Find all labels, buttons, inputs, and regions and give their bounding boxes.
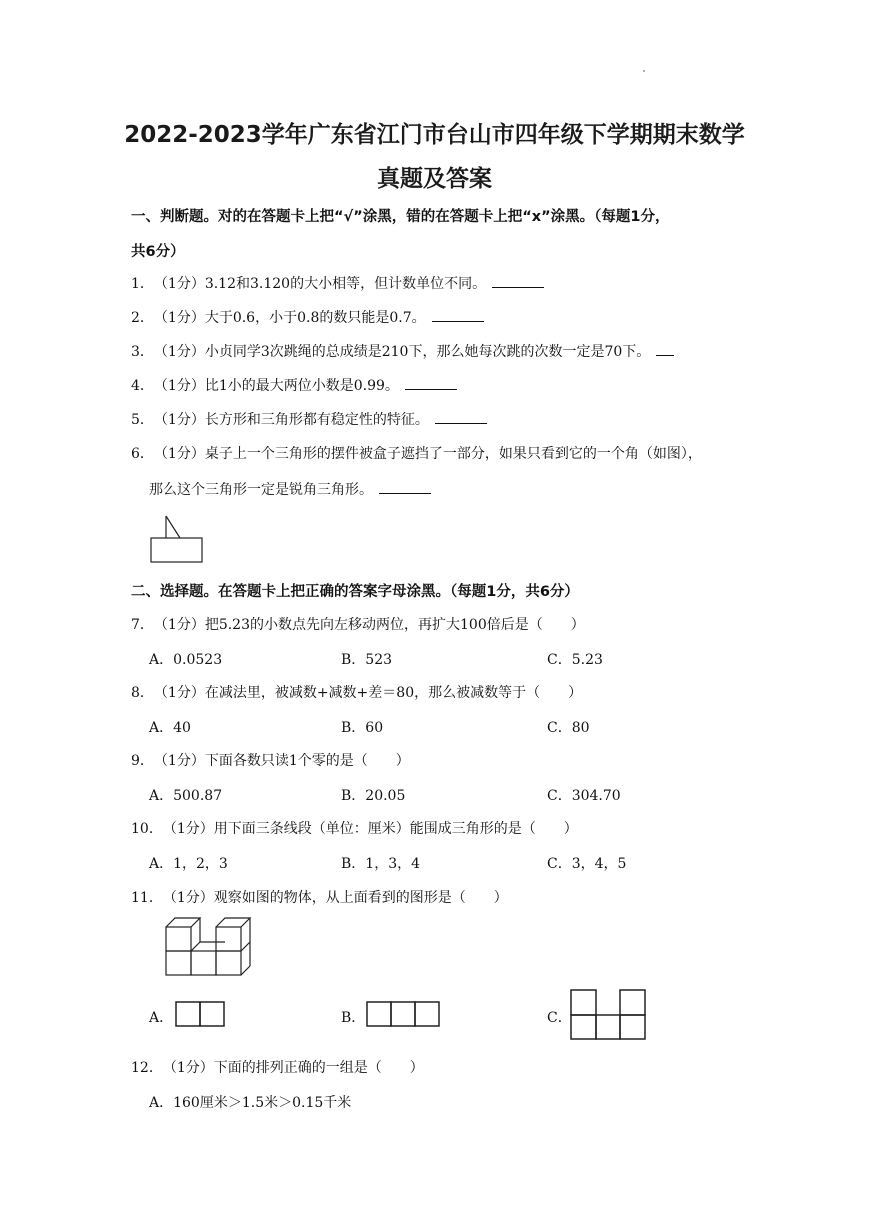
answer-blank[interactable] bbox=[435, 409, 487, 424]
option-a[interactable]: A．1，2，3 bbox=[149, 856, 228, 872]
question-number: 2． bbox=[131, 310, 154, 326]
section1-heading-line1: 一、判断题。对的在答题卡上把“√”涂黑，错的在答题卡上把“x”涂黑。（每题1分， bbox=[131, 209, 670, 225]
option-c-shape[interactable] bbox=[570, 989, 648, 1041]
question-number: 4． bbox=[131, 378, 154, 394]
answer-blank[interactable] bbox=[432, 307, 484, 322]
question-number: 11． bbox=[131, 890, 163, 906]
question-number: 1． bbox=[131, 276, 154, 292]
question-7 bbox=[131, 614, 585, 634]
question-10 bbox=[131, 818, 578, 838]
question-number: 7． bbox=[131, 617, 154, 633]
option-b[interactable]: B．60 bbox=[341, 720, 384, 736]
section2-heading: 二、选择题。在答题卡上把正确的答案字母涂黑。（每题1分，共6分） bbox=[131, 584, 579, 600]
question-number: 3． bbox=[131, 344, 154, 360]
question-3 bbox=[131, 341, 674, 361]
option-c[interactable]: C． bbox=[547, 1010, 572, 1026]
question-number: 9． bbox=[131, 753, 154, 769]
question-number: 5． bbox=[131, 412, 154, 428]
question-text: （1分）小贞同学3次跳绳的总成绩是210下，那么她每次跳的次数一定是70下。 bbox=[153, 344, 651, 360]
question-6 bbox=[131, 443, 702, 463]
option-a[interactable]: A．160厘米＞1.5米＞0.15千米 bbox=[149, 1095, 352, 1111]
question-text: （1分）长方形和三角形都有稳定性的特征。 bbox=[153, 412, 429, 428]
question-5 bbox=[131, 409, 487, 429]
answer-blank[interactable] bbox=[405, 375, 457, 390]
question-8 bbox=[131, 682, 582, 702]
question-text: （1分）下面的排列正确的一组是（ ） bbox=[162, 1060, 424, 1076]
question-number: 10． bbox=[131, 821, 163, 837]
option-c[interactable]: C．80 bbox=[547, 720, 590, 736]
cube-stack-figure bbox=[165, 915, 253, 979]
question-text: （1分）桌子上一个三角形的摆件被盒子遮挡了一部分，如果只看到它的一个角（如图）， bbox=[153, 446, 702, 462]
option-b[interactable]: B．1，3，4 bbox=[341, 856, 421, 872]
answer-blank[interactable] bbox=[492, 273, 544, 288]
question-text: （1分）观察如图的物体，从上面看到的图形是（ ） bbox=[162, 890, 508, 906]
option-a-shape[interactable] bbox=[175, 1001, 227, 1029]
option-c[interactable]: C．5.23 bbox=[547, 652, 603, 668]
question-number: 8． bbox=[131, 685, 154, 701]
question-text: （1分）3.12和3.120的大小相等，但计数单位不同。 bbox=[153, 276, 487, 292]
option-a[interactable]: A．500.87 bbox=[149, 788, 223, 804]
question-text: （1分）用下面三条线段（单位：厘米）能围成三角形的是（ ） bbox=[162, 821, 578, 837]
option-b[interactable]: B．523 bbox=[341, 652, 393, 668]
question-text: （1分）在减法里，被减数+减数+差＝80，那么被减数等于（ ） bbox=[153, 685, 583, 701]
question-number: 6． bbox=[131, 446, 154, 462]
question-11 bbox=[131, 887, 508, 907]
page-title-line2: 真题及答案 bbox=[377, 166, 492, 192]
question-1 bbox=[131, 273, 544, 293]
page-title-line1: 2022-2023学年广东省江门市台山市四年级下学期期末数学 bbox=[124, 122, 745, 148]
question-text: （1分）大于0.6，小于0.8的数只能是0.7。 bbox=[153, 310, 426, 326]
option-c[interactable]: C．3，4，5 bbox=[547, 856, 627, 872]
question-text: 那么这个三角形一定是锐角三角形。 bbox=[149, 482, 373, 498]
question-number: 12． bbox=[131, 1060, 163, 1076]
question-text: （1分）下面各数只读1个零的是（ ） bbox=[153, 753, 410, 769]
option-b[interactable]: B． bbox=[341, 1010, 366, 1026]
question-12 bbox=[131, 1057, 424, 1077]
answer-blank[interactable] bbox=[379, 479, 431, 494]
triangle-box-figure bbox=[150, 514, 204, 564]
question-text: （1分）把5.23的小数点先向左移动两位，再扩大100倍后是（ ） bbox=[153, 617, 585, 633]
option-c[interactable]: C．304.70 bbox=[547, 788, 621, 804]
question-text: （1分）比1小的最大两位小数是0.99。 bbox=[153, 378, 399, 394]
answer-blank[interactable] bbox=[656, 341, 674, 356]
option-a[interactable]: A．0.0523 bbox=[149, 652, 223, 668]
question-9 bbox=[131, 750, 410, 770]
question-4 bbox=[131, 375, 457, 395]
question-6-line2 bbox=[149, 479, 431, 499]
section1-heading-line2: 共6分） bbox=[131, 244, 185, 260]
page-dot bbox=[643, 70, 645, 72]
option-a[interactable]: A． bbox=[149, 1010, 174, 1026]
option-b[interactable]: B．20.05 bbox=[341, 788, 406, 804]
option-a[interactable]: A．40 bbox=[149, 720, 191, 736]
option-b-shape[interactable] bbox=[366, 1001, 442, 1029]
question-2 bbox=[131, 307, 484, 327]
